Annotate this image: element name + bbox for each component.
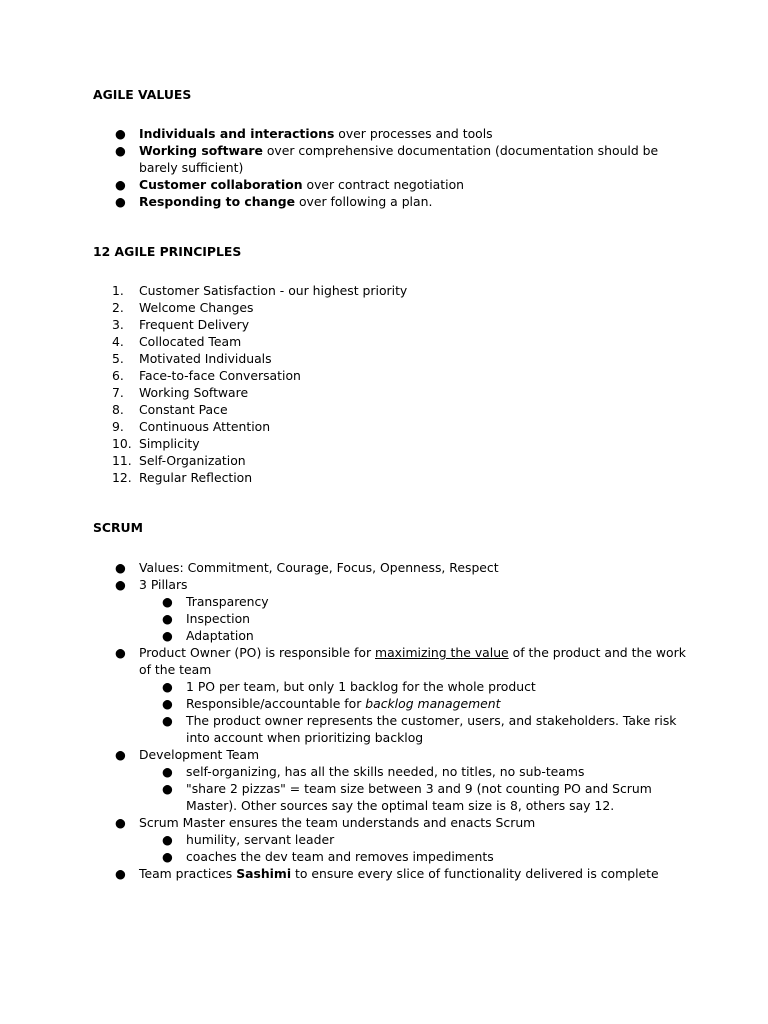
bullet-icon: ●	[162, 713, 173, 728]
list-item: ● humility, servant leader	[162, 832, 335, 847]
list-item: 11. Self-Organization	[112, 453, 246, 468]
list-item: 9. Continuous Attention	[112, 419, 271, 434]
list-item: ● Responsible/accountable for backlog management	[162, 696, 501, 711]
list-item: 5. Motivated Individuals	[112, 351, 272, 366]
bullet-icon: ●	[115, 126, 126, 141]
list-item: ● Team practices Sashimi to ensure every slice of functionality delivered is complete	[115, 866, 659, 881]
bullet-icon: ●	[162, 611, 173, 626]
dev-team-sublist	[139, 763, 695, 814]
bullet-icon: ●	[115, 815, 126, 830]
list-item: 3. Frequent Delivery	[112, 317, 250, 332]
bullet-icon: ●	[162, 849, 173, 864]
list-item: ● The product owner represents the customer, users, and stakeholders. Take risk into account when prioritizing backlog	[162, 713, 677, 745]
list-item: 4. Collocated Team	[112, 334, 242, 349]
bullet-icon: ●	[162, 594, 173, 609]
list-item: ● Individuals and interactions over processes and tools	[115, 126, 493, 141]
bullet-icon: ●	[115, 645, 126, 660]
list-item: ● Working software over comprehensive documentation (documentation should be barely sufficient)	[115, 143, 659, 175]
list-item: ● Values: Commitment, Courage, Focus, Openness, Respect	[115, 560, 499, 575]
list-item: ● Scrum Master ensures the team understands and enacts Scrum ● humility, servant leader ● coaches the dev team and removes impediments	[115, 814, 695, 865]
bullet-icon: ●	[162, 832, 173, 847]
list-item: ● 3 Pillars ● Transparency ● Inspection ● Adaptation	[115, 576, 695, 644]
bullet-icon: ●	[115, 747, 126, 762]
list-item: ● Development Team ● self-organizing, has all the skills needed, no titles, no sub-teams ● "share 2 pizzas" = team size between 3 and 9 (not counting PO and Scrum Master). Other sources say the optimal team size is 8, others say 12.	[115, 746, 695, 814]
list-item: 12. Regular Reflection	[112, 470, 253, 485]
bullet-icon: ●	[115, 866, 126, 881]
agile-values-list	[115, 125, 695, 210]
bullet-icon: ●	[115, 143, 126, 158]
pillars-sublist	[139, 593, 695, 644]
list-item: ● Product Owner (PO) is responsible for maximizing the value of the product and the work of the team ● 1 PO per team, but only 1 backlog for the whole product ● Responsible/accountable for backlog management ● The product owner represents the customer, users, and stakeholders. Take risk into account when prioritizing backlog	[115, 644, 695, 746]
heading-agile-principles: 12 AGILE PRINCIPLES	[93, 244, 242, 259]
list-item: ● "share 2 pizzas" = team size between 3 and 9 (not counting PO and Scrum Master). Other sources say the optimal team size is 8, others say 12.	[162, 781, 652, 813]
list-item: ● 1 PO per team, but only 1 backlog for the whole product	[162, 679, 536, 694]
bullet-icon: ●	[115, 577, 126, 592]
list-item: ● Responding to change over following a plan.	[115, 194, 433, 209]
list-item: 7. Working Software	[112, 385, 249, 400]
bullet-icon: ●	[162, 696, 173, 711]
bullet-icon: ●	[115, 177, 126, 192]
list-item: 10. Simplicity	[112, 436, 200, 451]
bullet-icon: ●	[162, 781, 173, 796]
bullet-icon: ●	[162, 764, 173, 779]
heading-scrum: SCRUM	[93, 520, 143, 535]
bullet-icon: ●	[162, 679, 173, 694]
agile-principles-list	[112, 282, 612, 486]
list-item: 8. Constant Pace	[112, 402, 228, 417]
list-item: ● Adaptation	[162, 628, 254, 643]
list-item: 6. Face-to-face Conversation	[112, 368, 301, 383]
bullet-icon: ●	[115, 194, 126, 209]
list-item: ● coaches the dev team and removes impediments	[162, 849, 494, 864]
list-item: ● Customer collaboration over contract negotiation	[115, 177, 465, 192]
bullet-icon: ●	[162, 628, 173, 643]
list-item: ● Inspection	[162, 611, 250, 626]
list-item: 2. Welcome Changes	[112, 300, 254, 315]
heading-agile-values: AGILE VALUES	[93, 87, 192, 102]
product-owner-sublist	[139, 678, 695, 746]
list-item: ● self-organizing, has all the skills needed, no titles, no sub-teams	[162, 764, 585, 779]
scrum-list	[115, 559, 695, 882]
list-item: ● Transparency	[162, 594, 269, 609]
scrum-master-sublist	[139, 831, 695, 865]
list-item: 1. Customer Satisfaction - our highest priority	[112, 283, 408, 298]
bullet-icon: ●	[115, 560, 126, 575]
